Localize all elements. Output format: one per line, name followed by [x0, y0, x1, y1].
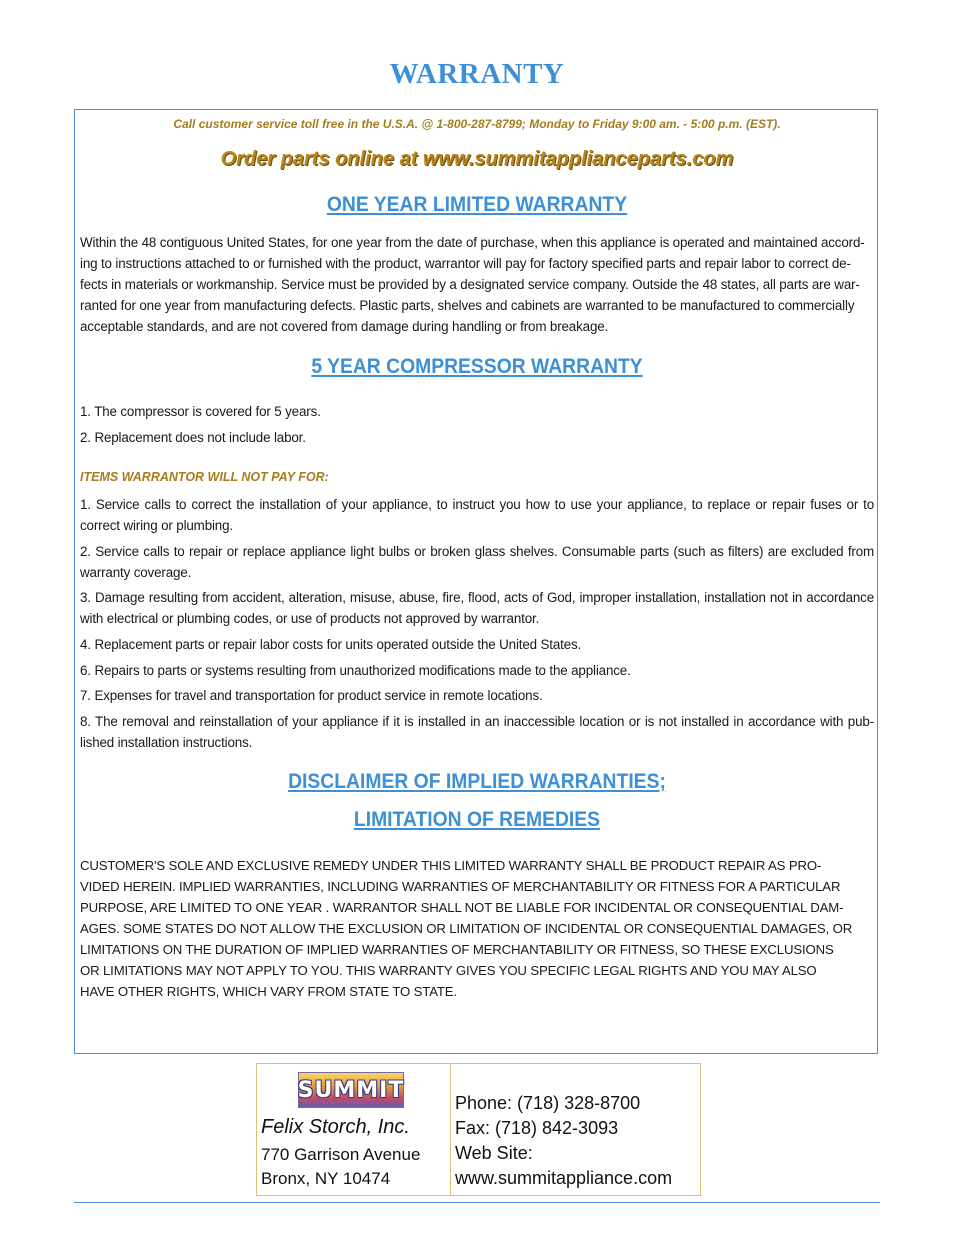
disclaimer-text [80, 855, 874, 1002]
text-line: ing to instructions attached to or furnished with the product, warrantor will pay for factory specified parts and repair labor to correct de- [80, 256, 851, 271]
not-covered-item: 4. Replacement parts or repair labor costs for units operated outside the United States. [80, 637, 582, 652]
contact-box-divider [450, 1063, 451, 1196]
page-title: WARRANTY [389, 58, 565, 90]
text-line: ranted for one year from manufacturing defects. Plastic parts, shelves and cabinets are warranted to be manufactured to commercially [80, 298, 855, 313]
not-covered-item: 2. Service calls to repair or replace appliance light bulbs or broken glass shelves. Consumable parts (such as filters) are excluded from warranty coverage. [80, 544, 874, 580]
not-covered-item: 7. Expenses for travel and transportation for product service in remote locations. [80, 688, 543, 703]
customer-service-line: Call customer service toll free in the U.S.A. @ 1-800-287-8799; Monday to Friday 9:00 am. - 5:00 p.m. (EST). [173, 117, 781, 131]
text-line: PURPOSE, ARE LIMITED TO ONE YEAR . WARRANTOR SHALL NOT BE LIABLE FOR INCIDENTAL OR CONSEQUENTIAL DAM- [80, 900, 844, 915]
website-label: Web Site: [455, 1143, 533, 1163]
one-year-warranty-heading: ONE YEAR LIMITED WARRANTY [326, 193, 628, 216]
address-line: Bronx, NY 10474 [261, 1169, 391, 1188]
company-name: Felix Storch, Inc. [261, 1116, 410, 1138]
text-line: VIDED HEREIN. IMPLIED WARRANTIES, INCLUDING WARRANTIES OF MERCHANTABILITY OR FITNESS FOR A PARTICULAR [80, 879, 841, 894]
disclaimer-heading: DISCLAIMER OF IMPLIED WARRANTIES; [288, 770, 666, 793]
address-line: 770 Garrison Avenue [261, 1145, 421, 1164]
text-line: OR LIMITATIONS MAY NOT APPLY TO YOU. THIS WARRANTY GIVES YOU SPECIFIC LEGAL RIGHTS AND YOU MAY ALSO [80, 963, 817, 978]
text-line: HAVE OTHER RIGHTS, WHICH VARY FROM STATE TO STATE. [80, 984, 457, 999]
bottom-rule [74, 1202, 880, 1203]
text-line: LIMITATIONS ON THE DURATION OF IMPLIED WARRANTIES OF MERCHANTABILITY OR FITNESS, SO THESE EXCLUSIONS [80, 942, 834, 957]
not-covered-item: 8. The removal and reinstallation of your appliance if it is installed in an inaccessible location or is not installed in accordance with pub-lished installation instructions. [80, 714, 874, 750]
text-line: AGES. SOME STATES DO NOT ALLOW THE EXCLUSION OR LIMITATION OF INCIDENTAL OR CONSEQUENTIAL DAMAGES, OR [80, 921, 853, 936]
compressor-item: 2. Replacement does not include labor. [80, 430, 306, 445]
limitation-heading: LIMITATION OF REMEDIES [353, 808, 601, 831]
order-parts-link[interactable]: Order parts online at www.summitapplianceparts.com [220, 148, 734, 170]
text-line: acceptable standards, and are not covered from damage during handling or from breakage. [80, 319, 609, 334]
website-link[interactable]: www.summitappliance.com [455, 1168, 673, 1188]
not-covered-item: 6. Repairs to parts or systems resulting from unauthorized modifications made to the appliance. [80, 663, 631, 678]
summit-logo-text: SUMMIT [297, 1077, 405, 1103]
not-covered-item: 1. Service calls to correct the installation of your appliance, to instruct you how to use your appliance, to replace or repair fuses or to correct wiring or plumbing. [80, 497, 874, 533]
compressor-item: 1. The compressor is covered for 5 years. [80, 404, 321, 419]
not-covered-item: 3. Damage resulting from accident, alteration, misuse, abuse, fire, flood, acts of God, improper installation, installation not in accordance with electrical or plumbing codes, or use of products not approved by warrantor. [80, 590, 874, 626]
text-line: fects in materials or workmanship. Service must be provided by a designated service company. Outside the 48 states, all parts are war- [80, 277, 860, 292]
text-line: Within the 48 contiguous United States, for one year from the date of purchase, when this appliance is operated and maintained accord- [80, 235, 865, 250]
phone-number: Phone: (718) 328-8700 [455, 1093, 641, 1113]
one-year-warranty-text [80, 232, 874, 337]
compressor-warranty-heading: 5 YEAR COMPRESSOR WARRANTY [311, 355, 643, 378]
text-line: CUSTOMER'S SOLE AND EXCLUSIVE REMEDY UNDER THIS LIMITED WARRANTY SHALL BE PRODUCT REPAIR AS PRO- [80, 858, 822, 873]
summit-logo [298, 1072, 404, 1108]
fax-number: Fax: (718) 842-3093 [455, 1118, 619, 1138]
not-covered-heading: ITEMS WARRANTOR WILL NOT PAY FOR: [80, 470, 329, 484]
